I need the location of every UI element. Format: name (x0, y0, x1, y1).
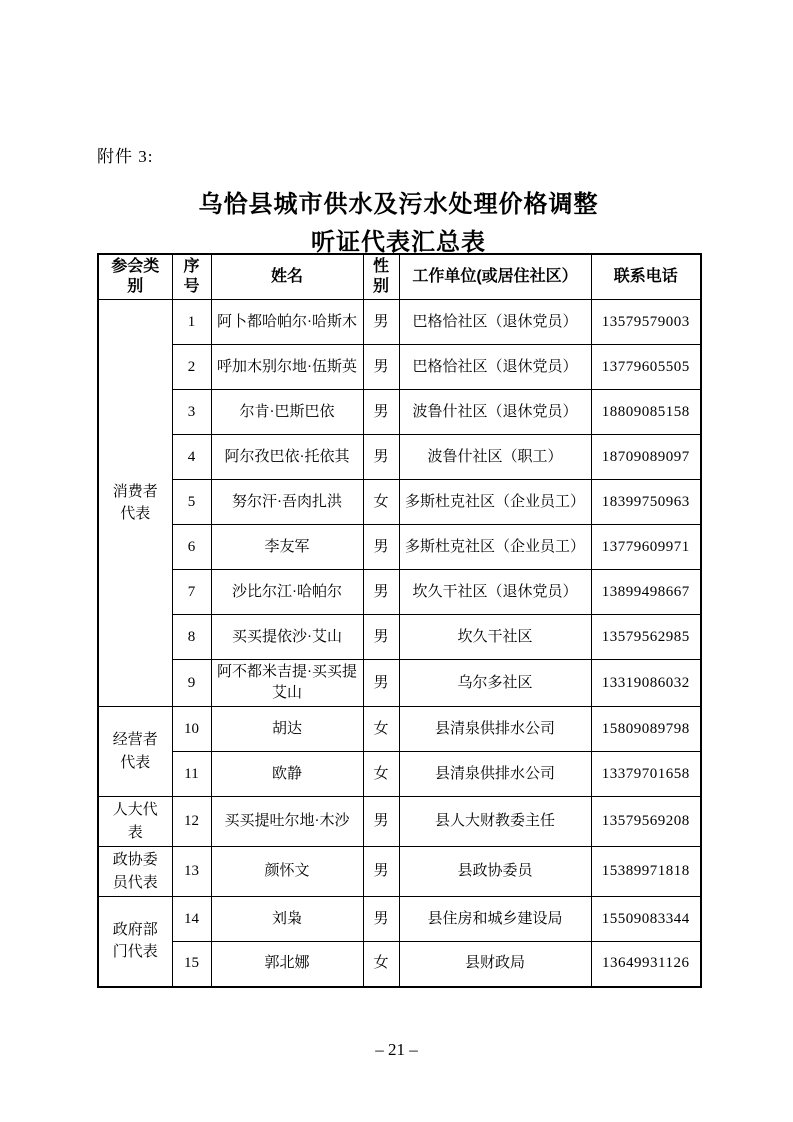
gender-cell: 男 (363, 570, 399, 615)
unit-cell: 巴格恰社区（退休党员） (399, 300, 591, 345)
row-number-cell: 1 (172, 300, 211, 345)
row-number-cell: 10 (172, 707, 211, 752)
name-cell: 买买提吐尔地·木沙 (211, 797, 363, 847)
row-number-cell: 14 (172, 897, 211, 942)
unit-cell: 多斯杜克社区（企业员工） (399, 525, 591, 570)
header-no: 序号 (172, 254, 211, 300)
table-row (98, 480, 701, 525)
header-name: 姓名 (211, 254, 363, 300)
gender-cell: 女 (363, 707, 399, 752)
row-number-cell: 2 (172, 345, 211, 390)
name-cell: 阿尔孜巴依·托依其 (211, 435, 363, 480)
name-cell: 李友军 (211, 525, 363, 570)
name-cell: 呼加木别尔地·伍斯英 (211, 345, 363, 390)
unit-cell: 坎久干社区 (399, 615, 591, 660)
representatives-table (97, 253, 702, 988)
gender-cell: 男 (363, 390, 399, 435)
table-row (98, 300, 701, 345)
phone-cell: 13379701658 (591, 752, 701, 797)
table-row (98, 660, 701, 707)
table-row (98, 345, 701, 390)
row-number-cell: 8 (172, 615, 211, 660)
phone-cell: 13899498667 (591, 570, 701, 615)
row-number-cell: 5 (172, 480, 211, 525)
phone-cell: 15809089798 (591, 707, 701, 752)
attachment-label: 附件 3: (97, 147, 154, 166)
phone-cell: 13579562985 (591, 615, 701, 660)
category-cell-operators: 经营者代表 (98, 707, 172, 797)
unit-cell: 波鲁什社区（退休党员） (399, 390, 591, 435)
name-cell: 阿卜都哈帕尔·哈斯木 (211, 300, 363, 345)
table-row (98, 435, 701, 480)
phone-cell: 18809085158 (591, 390, 701, 435)
phone-cell: 15389971818 (591, 847, 701, 897)
gender-cell: 男 (363, 435, 399, 480)
table-row (98, 752, 701, 797)
gender-cell: 男 (363, 345, 399, 390)
table-row (98, 615, 701, 660)
row-number-cell: 9 (172, 660, 211, 707)
name-cell: 颜怀文 (211, 847, 363, 897)
gender-cell: 男 (363, 615, 399, 660)
phone-cell: 13579569208 (591, 797, 701, 847)
name-cell: 阿不都米吉提·买买提艾山 (211, 660, 363, 707)
table-row (98, 897, 701, 942)
name-cell: 沙比尔江·哈帕尔 (211, 570, 363, 615)
table-header-row (98, 254, 701, 300)
category-cell-cppcc: 政协委员代表 (98, 847, 172, 897)
name-cell: 刘枭 (211, 897, 363, 942)
row-number-cell: 3 (172, 390, 211, 435)
gender-cell: 男 (363, 847, 399, 897)
row-number-cell: 4 (172, 435, 211, 480)
name-cell: 郭北娜 (211, 942, 363, 987)
row-number-cell: 12 (172, 797, 211, 847)
table-row (98, 942, 701, 987)
gender-cell: 男 (363, 300, 399, 345)
phone-cell: 13779609971 (591, 525, 701, 570)
phone-cell: 13319086032 (591, 660, 701, 707)
name-cell: 欧静 (211, 752, 363, 797)
gender-cell: 女 (363, 752, 399, 797)
category-cell-npc: 人大代表 (98, 797, 172, 847)
row-number-cell: 7 (172, 570, 211, 615)
page-number: – 21 – (375, 1040, 418, 1059)
header-phone: 联系电话 (591, 254, 701, 300)
row-number-cell: 13 (172, 847, 211, 897)
phone-cell: 13649931126 (591, 942, 701, 987)
unit-cell: 县人大财教委主任 (399, 797, 591, 847)
unit-cell: 县财政局 (399, 942, 591, 987)
document-title-line2: 听证代表汇总表 (311, 229, 486, 256)
gender-cell: 女 (363, 480, 399, 525)
table-row (98, 797, 701, 847)
unit-cell: 巴格恰社区（退休党员） (399, 345, 591, 390)
table-row (98, 525, 701, 570)
gender-cell: 男 (363, 525, 399, 570)
gender-cell: 男 (363, 797, 399, 847)
header-unit: 工作单位(或居住社区） (399, 254, 591, 300)
gender-cell: 男 (363, 897, 399, 942)
unit-cell: 县清泉供排水公司 (399, 752, 591, 797)
name-cell: 买买提依沙·艾山 (211, 615, 363, 660)
unit-cell: 多斯杜克社区（企业员工） (399, 480, 591, 525)
table-row (98, 390, 701, 435)
header-gender: 性别 (363, 254, 399, 300)
unit-cell: 波鲁什社区（职工） (399, 435, 591, 480)
unit-cell: 县政协委员 (399, 847, 591, 897)
row-number-cell: 6 (172, 525, 211, 570)
table-row (98, 570, 701, 615)
unit-cell: 乌尔多社区 (399, 660, 591, 707)
document-title-line1: 乌恰县城市供水及污水处理价格调整 (198, 191, 599, 218)
row-number-cell: 15 (172, 942, 211, 987)
name-cell: 努尔汗·吾肉扎洪 (211, 480, 363, 525)
phone-cell: 13779605505 (591, 345, 701, 390)
category-cell-consumers: 消费者代表 (98, 300, 172, 707)
header-category: 参会类别 (98, 254, 172, 300)
table-row (98, 707, 701, 752)
table-row (98, 847, 701, 897)
unit-cell: 坎久干社区（退休党员） (399, 570, 591, 615)
phone-cell: 18709089097 (591, 435, 701, 480)
phone-cell: 13579579003 (591, 300, 701, 345)
row-number-cell: 11 (172, 752, 211, 797)
name-cell: 胡达 (211, 707, 363, 752)
gender-cell: 女 (363, 942, 399, 987)
category-cell-government: 政府部门代表 (98, 897, 172, 987)
phone-cell: 18399750963 (591, 480, 701, 525)
phone-cell: 15509083344 (591, 897, 701, 942)
unit-cell: 县清泉供排水公司 (399, 707, 591, 752)
name-cell: 尔肯·巴斯巴依 (211, 390, 363, 435)
unit-cell: 县住房和城乡建设局 (399, 897, 591, 942)
gender-cell: 男 (363, 660, 399, 707)
